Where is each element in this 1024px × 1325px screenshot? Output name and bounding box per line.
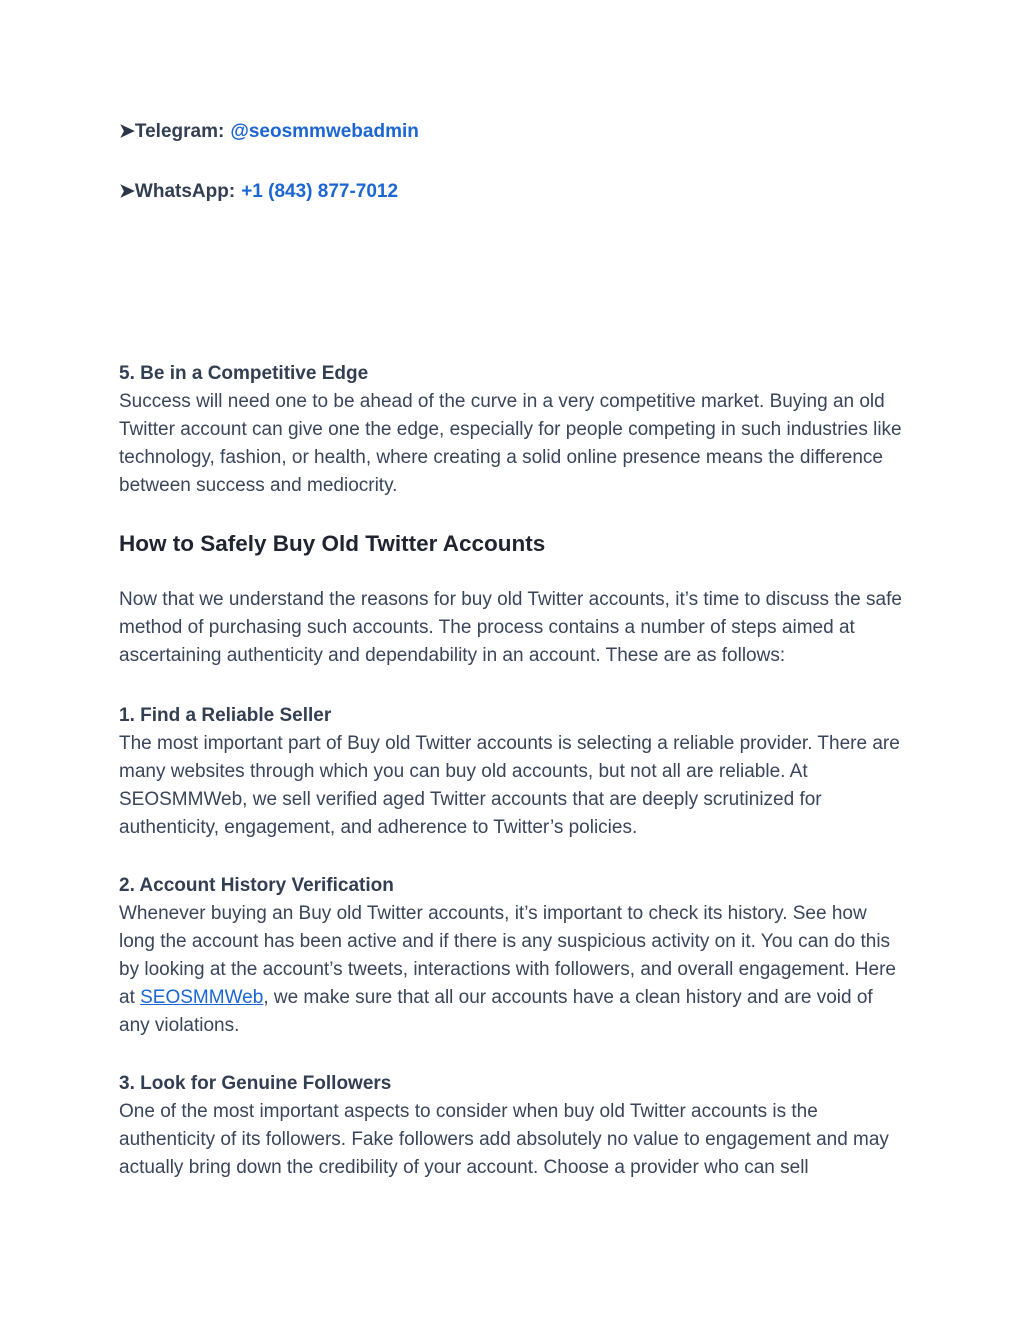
telegram-label: Telegram:	[134, 121, 225, 142]
arrow-bullet-icon: ➤	[119, 181, 135, 202]
arrow-bullet-icon: ➤	[119, 121, 135, 142]
competitive-edge-paragraph: Success will need one to be ahead of the curve in a very competitive market. Buying an old Twitter account can give one the edge, especially for people competing in such industries like technology, fashion, or health, where creating a solid online presence means the difference between success and mediocrity.	[119, 391, 902, 496]
how-to-safely-buy-heading: How to Safely Buy Old Twitter Accounts	[119, 531, 546, 556]
step-2-text-before-link: Whenever buying an Buy old Twitter accounts, it’s important to check its history. See how long the account has been active and if there is any suspicious activity on it. You can do this by looking at the account’s tweets, interactions with followers, and overall engagement. Here at	[119, 903, 896, 1008]
telegram-contact-line	[119, 118, 902, 146]
whatsapp-contact-line	[119, 178, 902, 206]
telegram-handle-link[interactable]: @seosmmwebadmin	[230, 121, 419, 142]
step-1-heading: 1. Find a Reliable Seller	[119, 705, 332, 726]
step-3-paragraph: One of the most important aspects to consider when buy old Twitter accounts is the authenticity of its followers. Fake followers add absolutely no value to engagement and may actually bring down the credibility of your account. Choose a provider who can sell	[119, 1101, 889, 1178]
step-account-history-verification	[119, 872, 902, 1040]
whatsapp-label: WhatsApp:	[134, 181, 236, 202]
step-look-for-genuine-followers	[119, 1070, 902, 1182]
how-to-intro-paragraph: Now that we understand the reasons for buy old Twitter accounts, it’s time to discuss the safe method of purchasing such accounts. The process contains a number of steps aimed at ascertaining authenticity and dependability in an account. These are as follows:	[119, 589, 902, 666]
step-2-text-after-link: , we make sure that all our accounts have a clean history and are void of any violations.	[119, 987, 873, 1036]
section-competitive-edge	[119, 360, 902, 500]
step-3-heading: 3. Look for Genuine Followers	[119, 1073, 392, 1094]
step-2-paragraph	[119, 900, 902, 1040]
step-2-heading: 2. Account History Verification	[119, 875, 394, 896]
competitive-edge-heading: 5. Be in a Competitive Edge	[119, 363, 369, 384]
step-1-paragraph: The most important part of Buy old Twitter accounts is selecting a reliable provider. There are many websites through which you can buy old accounts, but not all are reliable. At SEOSMMWeb, we sell verified aged Twitter accounts that are deeply scrutinized for authenticity, engagement, and adherence to Twitter’s policies.	[119, 733, 900, 838]
step-find-reliable-seller	[119, 702, 902, 842]
seosmmweb-link[interactable]: SEOSMMWeb	[140, 987, 264, 1008]
whatsapp-number-link[interactable]: +1 (843) 877-7012	[241, 181, 399, 202]
